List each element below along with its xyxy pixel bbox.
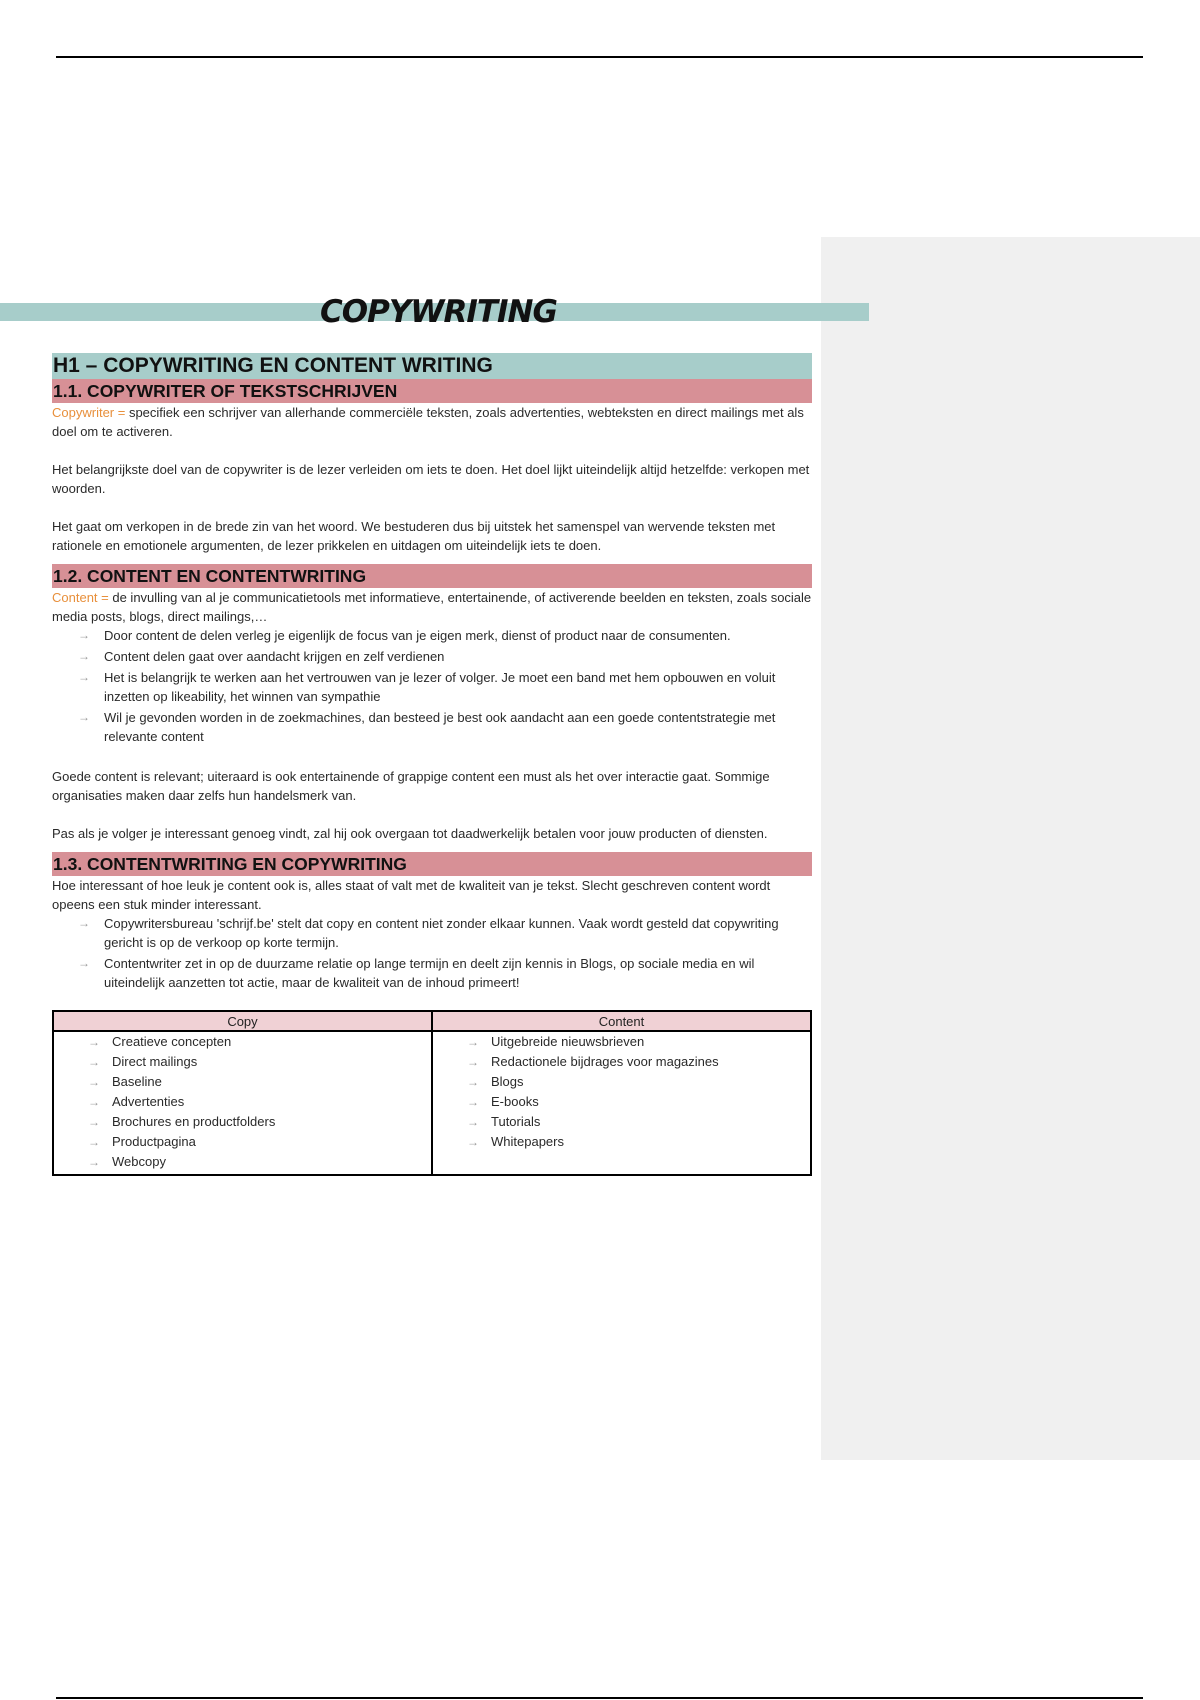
table-list-item: → Blogs [467, 1072, 810, 1092]
list-item: → Content delen gaat over aandacht krijgen en zelf verdienen [78, 649, 445, 664]
header-rule [56, 56, 1143, 58]
arrow-icon: → [467, 1135, 479, 1149]
chapter-heading: H1 – COPYWRITING EN CONTENT WRITING [52, 353, 812, 379]
table-list-item: → E-books [467, 1092, 810, 1112]
paragraph: Het gaat om verkopen in de brede zin van het woord. We bestuderen dus bij uitstek het samenspel van wervende teksten met rationele en emotionele argumenten, de lezer prikkelen en uitdagen om uiteindelijk iets te doen. [52, 519, 776, 553]
definition-copywriter [52, 403, 812, 441]
arrow-icon: → [78, 649, 90, 663]
paragraph: Het belangrijkste doel van de copywriter is de lezer verleiden om iets te doen. Het doel lijkt uiteindelijk altijd hetzelfde: verkopen met woorden. [52, 462, 810, 496]
section-heading-1-2: 1.2. CONTENT EN CONTENTWRITING [52, 564, 812, 588]
table-list-item: → Webcopy [88, 1152, 431, 1172]
table-list-item: → Brochures en productfolders [88, 1112, 431, 1132]
paragraph: Goede content is relevant; uiteraard is ook entertainende of grappige content een must als het over interactie gaat. Sommige organisaties maken daar zelfs hun handelsmerk van. [52, 769, 770, 803]
table-list-item: → Advertenties [88, 1092, 431, 1112]
section-heading-1-1: 1.1. COPYWRITER OF TEKSTSCHRIJVEN [52, 379, 812, 403]
table-list-item: → Direct mailings [88, 1052, 431, 1072]
arrow-icon: → [88, 1075, 100, 1089]
list-item: → Contentwriter zet in op de duurzame relatie op lange termijn en deelt zijn kennis in Blogs, op sociale media en wil uiteindelijk aanzetten tot actie, maar de kwaliteit van de inhoud primeert! [78, 956, 755, 990]
table-list-item: → Baseline [88, 1072, 431, 1092]
table-header-content: Content [432, 1011, 811, 1031]
table-header-copy: Copy [53, 1011, 432, 1031]
arrow-icon: → [78, 956, 90, 970]
list-item: → Het is belangrijk te werken aan het vertrouwen van je lezer of volger. Je moet een band met hem opbouwen en voluit inzetten op likeability, het winnen van sympathie [78, 670, 776, 704]
copy-column [53, 1031, 432, 1175]
arrow-icon: → [88, 1035, 100, 1049]
arrow-icon: → [467, 1075, 479, 1089]
table-list-item: → Redactionele bijdrages voor magazines [467, 1052, 810, 1072]
table-list-item: → Uitgebreide nieuwsbrieven [467, 1032, 810, 1052]
list-item: → Copywritersbureau 'schrijf.be' stelt dat copy en content niet zonder elkaar kunnen. Vaak wordt gesteld dat copywriting gericht is op de verkoop op korte termijn. [78, 916, 779, 950]
copy-content-table [52, 1010, 812, 1176]
paragraph: Hoe interessant of hoe leuk je content ook is, alles staat of valt met de kwaliteit van je tekst. Slecht geschreven content wordt opeens een stuk minder interessant. [52, 878, 771, 912]
footer-rule [56, 1697, 1143, 1699]
table-list-item: → Whitepapers [467, 1132, 810, 1152]
term-content: Content = [52, 590, 109, 605]
arrow-icon: → [88, 1155, 100, 1169]
arrow-icon: → [467, 1115, 479, 1129]
arrow-icon: → [78, 916, 90, 930]
bullet-list [78, 914, 812, 992]
section-heading-1-3: 1.3. CONTENTWRITING EN COPYWRITING [52, 852, 812, 876]
arrow-icon: → [78, 710, 90, 724]
arrow-icon: → [78, 670, 90, 684]
definition-text: specifiek een schrijver van allerhande commerciële teksten, zoals advertenties, webteksten en direct mailings met als doel om te activeren. [52, 405, 804, 439]
document-body [52, 353, 812, 1176]
term-copywriter: Copywriter = [52, 405, 126, 420]
list-item: → Wil je gevonden worden in de zoekmachines, dan besteed je best ook aandacht aan een goede contentstrategie met relevante content [78, 710, 776, 744]
definition-text: de invulling van al je communicatietools met informatieve, entertainende, of activerende beelden en teksten, zoals sociale media posts, blogs, direct mailings,… [52, 590, 812, 624]
content-column [432, 1031, 811, 1175]
arrow-icon: → [467, 1035, 479, 1049]
arrow-icon: → [78, 628, 90, 642]
table-list-item: → Creatieve concepten [88, 1032, 431, 1052]
comment-pane [821, 237, 1200, 1460]
arrow-icon: → [88, 1055, 100, 1069]
bullet-list [78, 626, 812, 746]
arrow-icon: → [88, 1115, 100, 1129]
definition-content [52, 588, 812, 626]
table-list-item: → Productpagina [88, 1132, 431, 1152]
paragraph: Pas als je volger je interessant genoeg vindt, zal hij ook overgaan tot daadwerkelijk betalen voor jouw producten of diensten. [52, 826, 768, 841]
arrow-icon: → [467, 1095, 479, 1109]
arrow-icon: → [88, 1135, 100, 1149]
list-item: → Door content de delen verleg je eigenlijk de focus van je eigen merk, dienst of product naar de consumenten. [78, 628, 731, 643]
arrow-icon: → [467, 1055, 479, 1069]
document-title: COPYWRITING [320, 294, 557, 330]
arrow-icon: → [88, 1095, 100, 1109]
table-list-item: → Tutorials [467, 1112, 810, 1132]
